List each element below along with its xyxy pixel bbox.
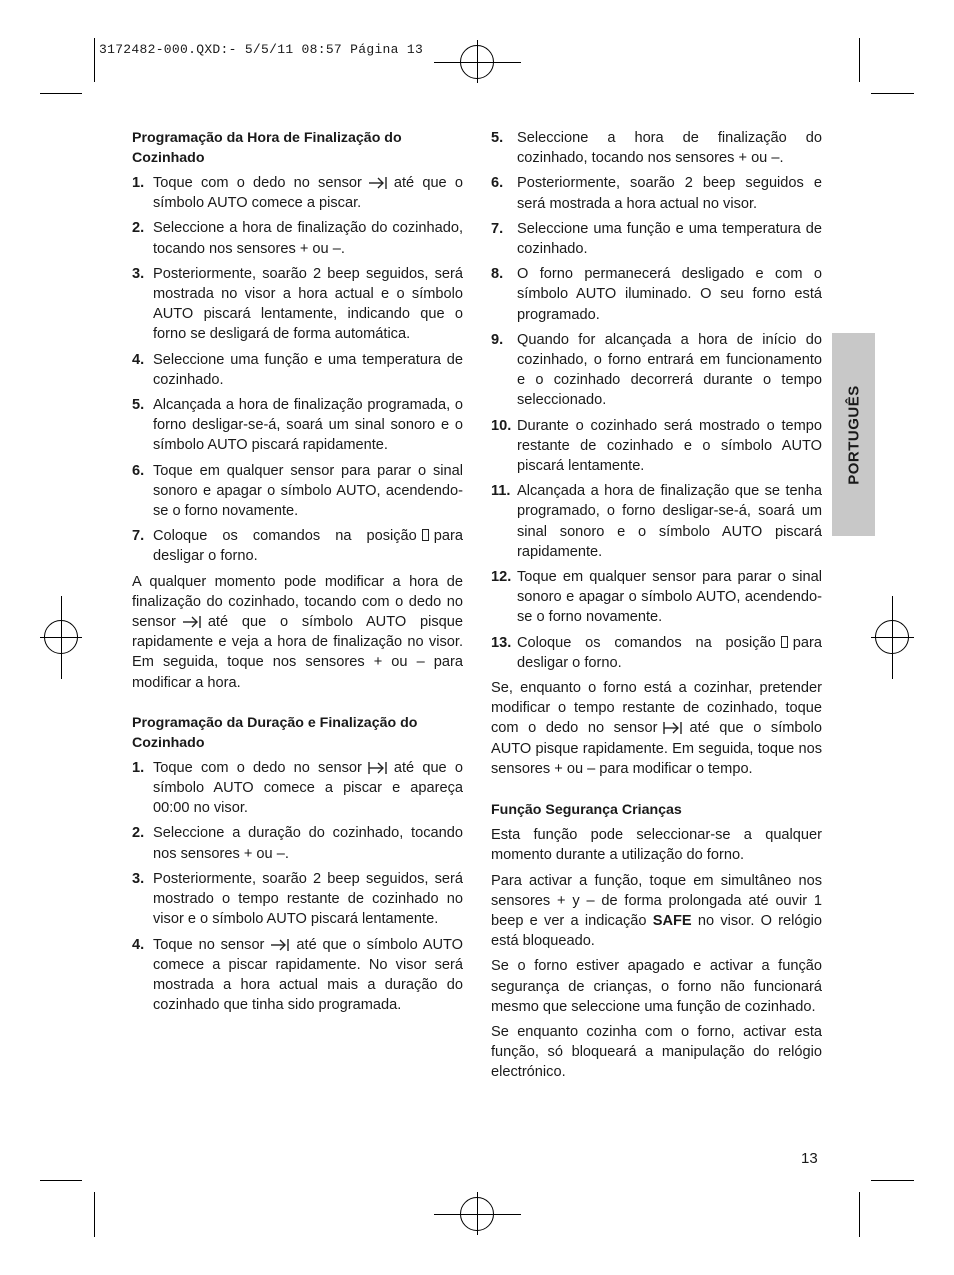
list-item: 11. Alcançada a hora de finalização que se tenha programado, o forno desligar-se-á, soará um sinal sonoro e o símbolo AUTO piscará rapidamente. [491,483,822,560]
crop-mark [871,1180,914,1181]
list-item: 3. Posteriormente, soarão 2 beep seguidos, será mostrado o tempo restante de cozinhado no visor e o símbolo AUTO piscará lentamente. [132,870,463,928]
rectangle-icon [422,529,429,541]
list-item: 4. Seleccione uma função e uma temperatura de cozinhado. [132,351,463,388]
section-heading: Programação da Duração e Finalização do Cozinhado [132,714,418,751]
paragraph: Se, enquanto o forno está a cozinhar, pretender modificar o tempo restante de cozinhado, toque com o dedo no sensor até que o símbolo AUTO pisque rapidamente. Em seguida, toque nos sensores + ou – para modificar o tempo. [491,680,822,777]
arrow-to-bar-icon [663,721,683,735]
language-tab-label: PORTUGUÊS [845,384,862,485]
list-item: 6. Toque em qualquer sensor para parar o sinal sonoro e apagar o símbolo AUTO, acendendo-se o forno novamente. [132,462,463,520]
arrow-to-bar-icon [182,615,202,629]
list-item: 6. Posteriormente, soarão 2 beep seguidos e será mostrada a hora actual no visor. [491,175,822,212]
list-item: 5. Seleccione a hora de finalização do cozinhado, tocando nos sensores + ou –. [491,130,822,167]
language-tab [832,333,875,536]
right-column [491,128,822,1088]
list-item: 10. Durante o cozinhado será mostrado o tempo restante de cozinhado e o símbolo AUTO piscará lentamente. [491,417,822,475]
paragraph: Esta função pode seleccionar-se a qualquer momento durante a utilização do forno. [491,827,822,864]
list-item: 8. O forno permanecerá desligado e com o símbolo AUTO iluminado. O seu forno está programado. [491,266,822,323]
page-number: 13 [801,1150,818,1167]
safe-indicator: SAFE [652,912,692,929]
registration-line [892,596,893,679]
crop-mark [859,38,860,82]
crop-mark [94,1192,95,1237]
paragraph: Se enquanto cozinha com o forno, activar esta função, só bloqueará a manipulação do relógio electrónico. [491,1023,822,1081]
list-item: 2. Seleccione a duração do cozinhado, tocando nos sensores + ou –. [132,825,463,862]
list-item: 7. Coloque os comandos na posição para desligar o forno. [132,528,463,565]
paragraph: A qualquer momento pode modificar a hora de finalização do cozinhado, tocando com o dedo no sensor até que o símbolo AUTO pisque rapidamente e veja a hora de finalização no visor. Em seguida, toque nos sensores + ou – para modificar a hora. [132,573,463,691]
registration-line [61,596,62,679]
paragraph: Se o forno estiver apagado e activar a função segurança de crianças, o forno não funcionará mesmo que seleccione uma função de cozinhado. [491,958,822,1015]
crop-mark [871,93,914,94]
step-list [132,173,463,567]
list-item: 9. Quando for alcançada a hora de início do cozinhado, o forno entrará em funcionamento e o cozinhado decorrerá durante o tempo seleccionado. [491,331,822,409]
crop-mark [40,93,82,94]
arrow-to-bar-icon [368,761,388,775]
section-heading: Programação da Hora de Finalização do Cozinhado [132,130,402,166]
list-item: 2. Seleccione a hora de finalização do cozinhado, tocando nos sensores + ou –. [132,220,463,257]
step-list [132,758,463,1015]
crop-mark [94,38,95,82]
list-item: 1. Toque com o dedo no sensor até que o símbolo AUTO comece a piscar. [132,175,463,212]
step-list [491,128,822,673]
list-item: 4. Toque no sensor até que o símbolo AUTO comece a piscar rapidamente. No visor será mostrada a hora actual mais a duração do cozinhado que tinha sido programada. [132,936,463,1014]
left-column [132,128,463,1020]
crop-mark [40,1180,82,1181]
list-item: 1. Toque com o dedo no sensor até que o símbolo AUTO comece a piscar e apareça 00:00 no visor. [132,759,463,817]
list-item: 13. Coloque os comandos na posição para desligar o forno. [491,634,822,671]
paragraph: Para activar a função, toque em simultâneo nos sensores + y – de forma prolongada até ouvir 1 beep e ver a indicação SAFE no visor. O relógio está bloqueado. [491,872,822,950]
list-item: 12. Toque em qualquer sensor para parar o sinal sonoro e apagar o símbolo AUTO, acendendo-se o forno novamente. [491,569,822,626]
print-slug: 3172482-000.QXD:- 5/5/11 08:57 Página 13 [99,42,424,57]
arrow-to-bar-icon [270,938,290,952]
arrow-to-bar-icon [368,176,388,190]
registration-line [477,40,478,83]
list-item: 7. Seleccione uma função e uma temperatura de cozinhado. [491,220,822,258]
registration-line [477,1192,478,1235]
section-heading: Função Segurança Crianças [491,802,682,819]
rectangle-icon [781,636,788,648]
list-item: 3. Posteriormente, soarão 2 beep seguidos, será mostrada no visor a hora actual e o símbolo AUTO piscará lentamente, indicando que o forno se desligará de forma automática. [132,265,463,343]
crop-mark [859,1192,860,1237]
list-item: 5. Alcançada a hora de finalização programada, o forno desligar-se-á, soará um sinal sonoro e o símbolo AUTO piscará rapidamente. [132,397,463,454]
